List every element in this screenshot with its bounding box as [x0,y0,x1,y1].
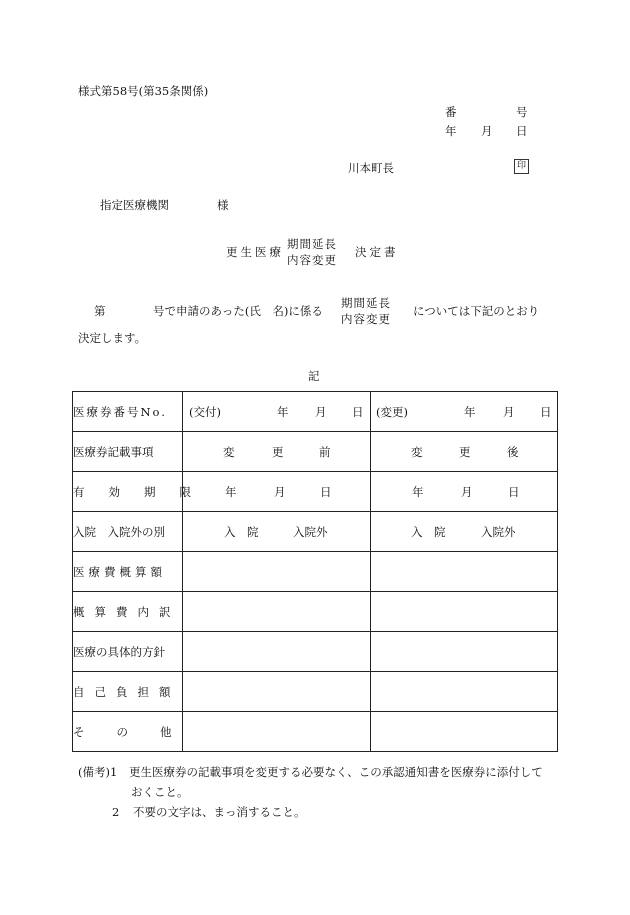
body-options [341,295,391,327]
form-number: 様式第58号(第35条関係) [78,84,209,98]
cell-other-before [183,712,371,752]
label-other: そ の 他 [73,712,183,752]
cell-treatment-plan-before [183,632,371,672]
cell-copayment-before [183,672,371,712]
seal-mark: 印 [514,159,529,174]
cell-admission-after: 入 院 入院外 [371,512,558,552]
body-part3: 決定します。 [78,331,147,345]
cell-copayment-after [371,672,558,712]
title-option-extension: 期間延長 [287,237,337,251]
honorific: 様 [217,198,229,212]
title-options [287,236,337,268]
cell-other-after [371,712,558,752]
body-dai: 第 [94,304,106,318]
title-prefix: 更生医療 [226,245,284,259]
title-suffix: 決定書 [355,245,399,259]
ki-heading: 記 [308,369,320,383]
label-copayment: 自己負担額 [73,672,183,712]
label-cost-breakdown: 概算費内訳 [73,592,183,632]
body-part2: については下記のとおり [413,304,540,318]
table-row-card-number [73,392,558,432]
note-1-cont: おくこと。 [131,785,189,799]
cell-after-change: 変 更 後 [371,432,558,472]
body-option-extension: 期間延長 [341,296,391,310]
cell-validity-from: 年 月 日 [183,472,371,512]
number-go: 号 [516,105,528,119]
cell-cost-breakdown-before [183,592,371,632]
cell-issued-date: (交付) 年 月 日 [183,392,371,432]
label-admission-type: 入院 入院外の別 [73,512,183,552]
table-row-estimated-cost [73,552,558,592]
table-row-admission-type [73,512,558,552]
date-month: 月 [481,124,493,138]
body-part1: 号で申請のあった(氏 名)に係る [153,304,323,318]
cell-admission-before: 入 院 入院外 [183,512,371,552]
cell-cost-breakdown-after [371,592,558,632]
title-option-change: 内容変更 [287,253,337,267]
label-validity-period: 有 効 期 限 [73,472,183,512]
table-row-copayment [73,672,558,712]
cell-validity-to: 年 月 日 [371,472,558,512]
note-1: (備考)1 更生医療券の記載事項を変更する必要なく、この承認通知書を医療券に添付して [78,765,543,779]
cell-treatment-plan-after [371,632,558,672]
label-treatment-plan: 医療の具体的方針 [73,632,183,672]
recipient: 指定医療機関 [100,198,169,212]
table-row-other [73,712,558,752]
cell-changed-date: (変更) 年 月 日 [371,392,558,432]
date-day: 日 [516,124,528,138]
body-option-change: 内容変更 [341,312,391,326]
label-card-entries: 医療券記載事項 [73,432,183,472]
issuer: 川本町長 [348,161,394,175]
cell-estimated-cost-after [371,552,558,592]
form-table [72,391,558,752]
table-row-validity-period [73,472,558,512]
cell-before-change: 変 更 前 [183,432,371,472]
date-year: 年 [445,124,457,138]
note-2: 2 不要の文字は、まっ消すること。 [112,805,306,819]
notes-section [78,762,543,822]
table-row-card-entries [73,432,558,472]
label-card-number: 医療券番号No. [73,392,183,432]
label-estimated-cost: 医療費概算額 [73,552,183,592]
number-ban: 番 [445,105,457,119]
table-row-cost-breakdown [73,592,558,632]
cell-estimated-cost-before [183,552,371,592]
table-row-treatment-plan [73,632,558,672]
